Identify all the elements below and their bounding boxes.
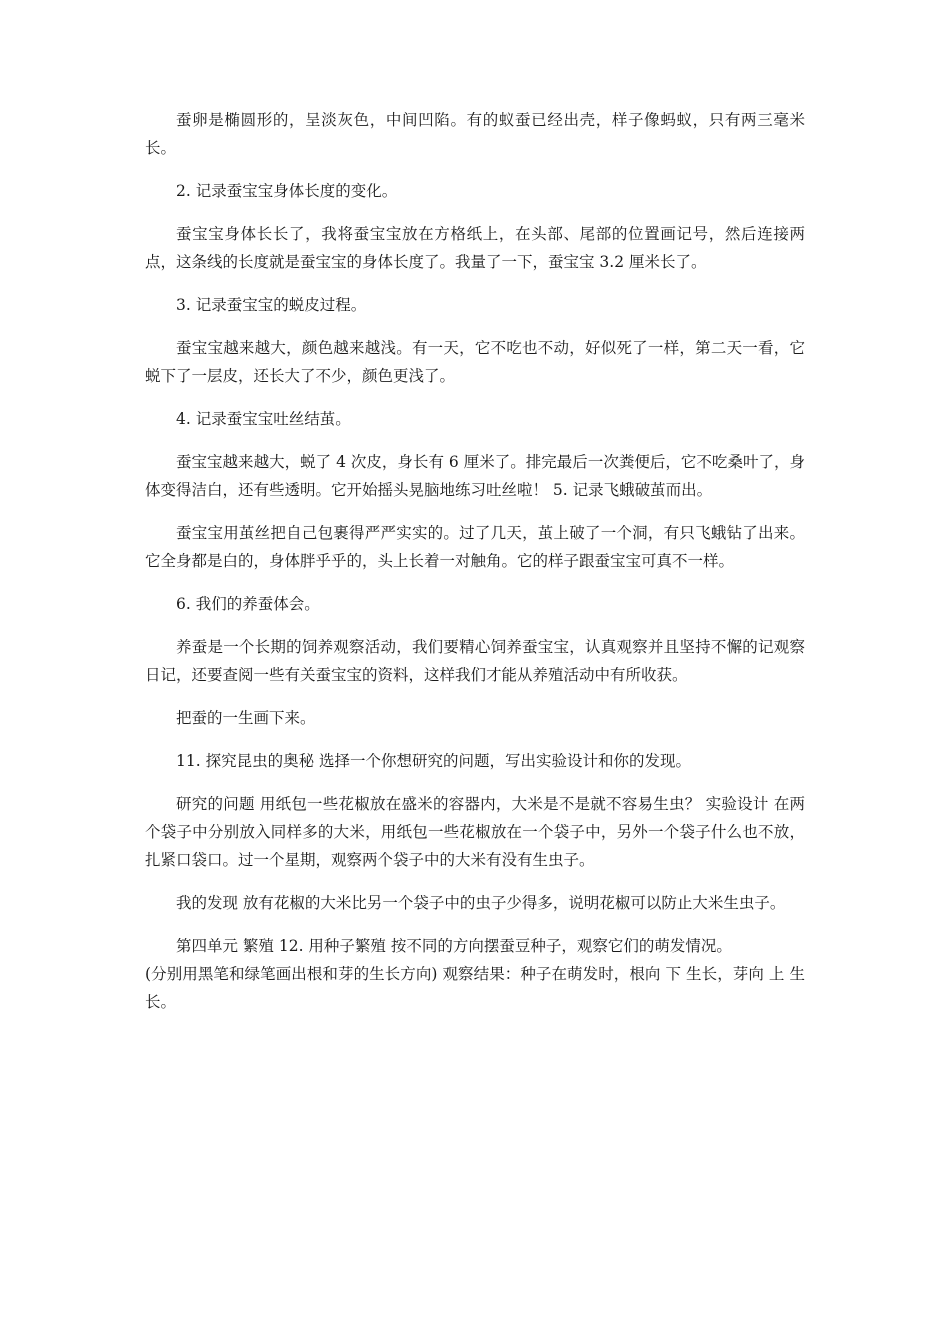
heading-body-length: 2. 记录蚕宝宝身体长度的变化。 (176, 182, 398, 200)
paragraph-body-length: 蚕宝宝身体长长了，我将蚕宝宝放在方格纸上，在头部、尾部的位置画记号，然后连接两点，这条线的长度就是蚕宝宝的身体长度了。我量了一下，蚕宝宝 3.2 厘米长了。 (145, 225, 805, 271)
paragraph-findings: 我的发现 放有花椒的大米比另一个袋子中的虫子少得多，说明花椒可以防止大米生虫子。 (176, 894, 786, 912)
paragraph-experience: 养蚕是一个长期的饲养观察活动，我们要精心饲养蚕宝宝，认真观察并且坚持不懈的记观察日记，还要查阅一些有关蚕宝宝的资料，这样我们才能从养殖活动中有所收获。 (145, 638, 805, 684)
paragraph-research-question: 研究的问题 用纸包一些花椒放在盛米的容器内，大米是不是就不容易生虫？ 实验设计 在两个袋子中分别放入同样多的大米，用纸包一些花椒放在一个袋子中，另外一个袋子什么也不放，扎紧口袋口。过一个星期，观察两个袋子中的大米有没有生虫子。 (145, 795, 805, 869)
heading-cocoon: 4. 记录蚕宝宝吐丝结茧。 (176, 410, 351, 428)
paragraph-cocoon: 蚕宝宝越来越大，蜕了 4 次皮，身长有 6 厘米了。排完最后一次粪便后，它不吃桑叶了，身体变得洁白，还有些透明。它开始摇头晃脑地练习吐丝啦！ 5. 记录飞蛾破茧而出。 (145, 453, 805, 499)
heading-unit-four: 第四单元 繁殖 12. 用种子繁殖 按不同的方向摆蚕豆种子，观察它们的萌发情况。 (176, 937, 732, 955)
heading-experience: 6. 我们的养蚕体会。 (176, 595, 320, 613)
paragraph-draw-lifecycle: 把蚕的一生画下来。 (176, 709, 316, 727)
heading-molting: 3. 记录蚕宝宝的蜕皮过程。 (176, 296, 367, 314)
paragraph-germination-result: (分别用黑笔和绿笔画出根和芽的生长方向) 观察结果：种子在萌发时，根向 下 生长，芽向 上 生长。 (145, 965, 805, 1011)
paragraph-moth: 蚕宝宝用茧丝把自己包裹得严严实实的。过了几天，茧上破了一个洞，有只飞蛾钻了出来。它全身都是白的，身体胖乎乎的，头上长着一对触角。它的样子跟蚕宝宝可真不一样。 (145, 524, 805, 570)
document-body (145, 106, 805, 1031)
paragraph-molting: 蚕宝宝越来越大，颜色越来越浅。有一天，它不吃也不动，好似死了一样，第二天一看，它蜕下了一层皮，还长大了不少，颜色更浅了。 (145, 339, 805, 385)
heading-insect-mystery: 11. 探究昆虫的奥秘 选择一个你想研究的问题，写出实验设计和你的发现。 (176, 752, 692, 770)
paragraph-egg-description: 蚕卵是椭圆形的，呈淡灰色，中间凹陷。有的蚁蚕已经出壳，样子像蚂蚁，只有两三毫米长。 (145, 111, 805, 157)
